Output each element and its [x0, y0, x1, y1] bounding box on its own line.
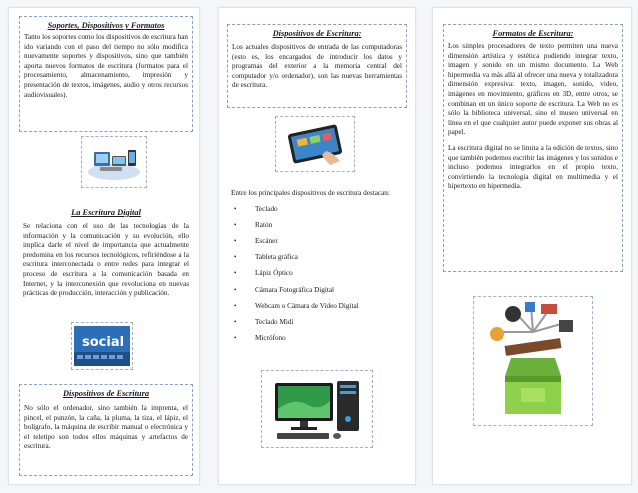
multimedia-image: [473, 296, 593, 426]
devices-list: [231, 205, 403, 351]
bullet-icon: •: [234, 285, 237, 294]
paragraph-soportes: Tanto los soportes como los dispositivos de escritura han ido variando con el paso del tiempo no sólo modifica nuevamente soportes y dispositivos, sino que también aporta nuevos formatos de escritura (formatos para el procesamiento, almacenamiento, impresión y presentación de textos, imágenes, audio y otros recursos audiovisuales).: [24, 33, 188, 99]
panel-title-soportes: Soportes, Dispositivos y Formatos: [47, 21, 165, 30]
list-item: • Ratón: [234, 220, 273, 229]
panel-title-escritura-digital: La Escritura Digital: [71, 208, 141, 217]
list-item: • Cámara Fotográfica Digital: [234, 285, 335, 294]
panel-escritura-digital: [19, 204, 193, 328]
tablet-hand-icon: [280, 121, 350, 167]
panel-soportes: [19, 16, 193, 132]
panel-lista-dispositivos: [227, 186, 407, 366]
devices-image: [81, 136, 147, 188]
brochure-column-1: [8, 7, 200, 485]
brochure-column-2: [218, 7, 416, 485]
bullet-icon: •: [234, 317, 237, 326]
panel-title-dispositivos-1: Dispositivos de Escritura: [62, 389, 150, 398]
list-item: • Teclado: [234, 204, 278, 213]
paragraph-formatos-1: Los simples procesadores de texto permiten una nueva dimensión artística y estética pudiendo integrar texto, imagen y sonido en un mismo documento. La Web hipermedia va más allá al ofrecer una nueva y totalizadora dimensión expresiva: texto, imagen, sonido, video, imágenes en movimiento, gráficos en 3D, entre otros, se combinan en un único soporte de escritura. La Web no es sólo la biblioteca universal, sino el museo universal en línea en el que cualquier autor puede exponer sus obras al papel.: [448, 42, 618, 137]
multimedia-box-icon: [481, 302, 585, 420]
panel-title-formatos: Formatos de Escritura:: [492, 29, 574, 38]
bullet-icon: •: [234, 253, 237, 262]
desktop-computer-icon: [267, 375, 367, 443]
devices-illustration-icon: [86, 142, 142, 182]
list-item: • Escáner: [234, 236, 278, 245]
bullet-icon: •: [234, 236, 237, 245]
bullet-icon: •: [234, 301, 237, 310]
panel-dispositivos-1: [19, 384, 193, 476]
paragraph-dispositivos-2: Los actuales dispositivos de entrada de las computadoras (esto es, los encargados de introducir los datos y programas del exterior a la memoria central del computador y/o ordenador), son las nuevas herramientas de escritura.: [232, 43, 402, 90]
bullet-icon: •: [234, 334, 237, 343]
list-item: • Micrófono: [234, 334, 286, 343]
social-word: social: [82, 335, 125, 350]
list-item: • Lápiz Óptico: [234, 269, 293, 278]
brochure-column-3: [432, 7, 632, 485]
list-item: • Webcam o Cámara de Video Digital: [234, 301, 359, 310]
list-item: • Tableta gráfica: [234, 253, 298, 262]
bullet-icon: •: [234, 204, 237, 213]
panel-formatos: [443, 24, 623, 272]
computer-image: [261, 370, 373, 448]
panel-title-dispositivos-2: Dispositivos de Escritura:: [272, 29, 362, 38]
social-image: [71, 322, 133, 370]
bullet-icon: •: [234, 220, 237, 229]
paragraph-formatos-2: La escritura digital no se limita a la edición de textos, sino que también podemos escribir las imágenes y los sonidos e incluso podemos integrarlos en el propio texto, convirtiendo la tecnología digital en multimedia y el hipertexto en hipermedia.: [448, 143, 618, 191]
social-keyboard-icon: [74, 326, 130, 366]
paragraph-escritura-digital: Se relaciona con el uso de las tecnologías de la información y la comunicación y su evolución, ello implica darle el nivel de importancia que actualmente predomina en los recursos tecnológicos, refiriéndose a la escritura interconectada o entre redes para integrar el proceso de escritura a la comunicación basada en Internet, y la interconexión que revoluciona en nuevas prácticas de producción, interacción y publicación.: [23, 222, 189, 298]
paragraph-dispositivos-1: No sólo el ordenador, sino también la imprenta, el pincel, el punzón, la caña, la pluma, la tiza, el lápiz, el bolígrafo, la máquina de escribir manual o electrónica y el teletipo son todos ellos máquinas y artefactos de escritura.: [24, 404, 188, 451]
bullet-icon: •: [234, 269, 237, 278]
devices-intro: Entre los principales dispositivos de escritura destacan:: [231, 189, 390, 197]
tablet-image: [275, 116, 355, 172]
list-item: • Teclado Midi: [234, 317, 294, 326]
panel-dispositivos-2: [227, 24, 407, 108]
